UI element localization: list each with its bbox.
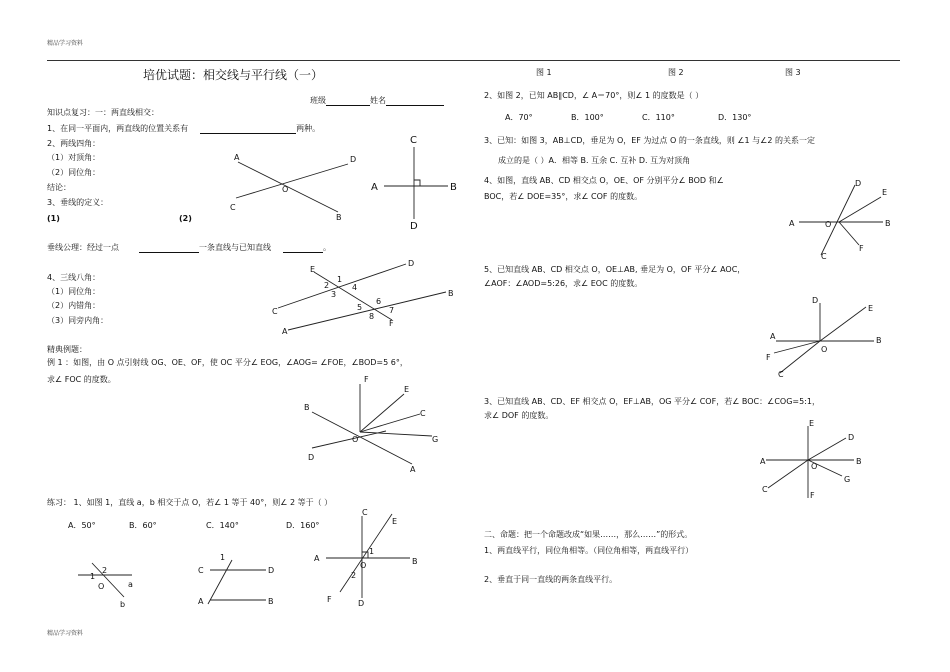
- example1-line1: 例 1 ：如图，由 O 点引射线 OG、OE、OF，使 OC 平分∠ EOG，∠AOG= ∠FOE，∠BOD=5 6°，: [47, 358, 408, 367]
- angle-6: 6: [376, 297, 382, 306]
- q4-line1: 4、如图，直线 AB、CD 相交点 O，OE、OF 分别平分∠ BOD 和∠: [484, 176, 724, 185]
- label-d: D: [308, 453, 315, 462]
- label-a: a: [128, 580, 133, 589]
- figure-label-2: 图 2: [668, 68, 684, 77]
- ray-oc: [768, 460, 808, 488]
- axiom-text: 垂线公理：经过一点 一条直线与已知直线 。: [47, 243, 331, 252]
- label-e: E: [310, 265, 316, 274]
- ray-od: [820, 307, 866, 341]
- angle-1: 1: [337, 275, 343, 284]
- label-a: A: [789, 219, 795, 228]
- figure-3-practice: [312, 506, 428, 610]
- label-d: D: [358, 599, 365, 608]
- line-b-a: [312, 412, 412, 464]
- q3-line2: 成立的是（ ）A．相等 B. 互余 C. 互补 D. 互为对顶角: [498, 156, 691, 165]
- label-f: F: [810, 491, 815, 500]
- label-d: D: [410, 221, 418, 232]
- label-d: D: [855, 179, 862, 188]
- figure-example1-rays: [300, 372, 450, 476]
- label-c: C: [362, 508, 368, 517]
- label-a: A: [282, 327, 288, 336]
- item3-a: (1): [47, 214, 60, 223]
- proposition-heading: 二、命题：把一个命题改成“如果……，那么……”的形式。: [484, 530, 693, 539]
- label-b: B: [876, 336, 882, 345]
- q2-text: 2、如图 2，已知 AB∥CD，∠ A＝70°，则∠ 1 的度数是（ ）: [484, 91, 704, 100]
- label-b: B: [268, 597, 274, 606]
- class-name-line: [310, 96, 444, 106]
- ray-o-d: [312, 431, 386, 448]
- line-ef: [340, 514, 392, 592]
- label-c: C: [762, 485, 768, 494]
- practice-option-a[interactable]: A．50°: [68, 521, 96, 530]
- label-f: F: [389, 319, 394, 328]
- item4-1-text: （1）同位角：: [47, 287, 101, 296]
- label-a: A: [234, 153, 240, 162]
- q6-line2: 求∠ DOF 的度数。: [484, 411, 554, 420]
- practice-option-c[interactable]: C．140°: [206, 521, 239, 530]
- label-b: B: [304, 403, 310, 412]
- label-a: A: [371, 182, 378, 193]
- worksheet-title: 培优试题：相交线与平行线（一）: [143, 68, 324, 82]
- figure-question-6: [756, 418, 872, 506]
- figure-label-1: 图 1: [536, 68, 552, 77]
- figure-three-lines-eight-angles: [270, 258, 460, 338]
- angle-2: 2: [351, 571, 357, 580]
- label-a: A: [410, 465, 416, 474]
- item3-b: (2): [179, 214, 192, 223]
- proposition-2: 2、垂直于同一直线的两条直线平行。: [484, 575, 618, 584]
- angle-4: 4: [352, 283, 358, 292]
- right-angle-mark: [414, 180, 420, 186]
- label-e: E: [392, 517, 398, 526]
- transversal: [208, 560, 232, 604]
- label-d: D: [350, 155, 357, 164]
- item1-text: 1、在同一平面内，两直线的位置关系有 两种。: [47, 124, 321, 133]
- label-c: C: [410, 135, 417, 146]
- item4-2-text: （2）内错角：: [47, 301, 101, 310]
- item2-1-text: （1）对顶角：: [47, 153, 101, 162]
- label-o: O: [282, 185, 289, 194]
- example1-line2: 求∠ FOC 的度数。: [47, 375, 116, 384]
- label-c: C: [821, 252, 827, 261]
- practice-option-d[interactable]: D．160°: [286, 521, 320, 530]
- label-b: b: [120, 600, 126, 609]
- line-c-d: [278, 264, 406, 308]
- label-e: E: [809, 419, 815, 428]
- angle-2: 2: [102, 566, 108, 575]
- label-g: G: [432, 435, 439, 444]
- top-rule: [47, 60, 900, 61]
- class-blank[interactable]: [326, 105, 370, 106]
- conclusion-text: 结论：: [47, 183, 71, 192]
- q2-option-d[interactable]: D．130°: [718, 113, 752, 122]
- label-a: A: [314, 554, 320, 563]
- label-d: D: [268, 566, 275, 575]
- label-c: C: [272, 307, 278, 316]
- label-b: B: [412, 557, 418, 566]
- label-o: O: [98, 582, 105, 591]
- line-b: [92, 563, 124, 597]
- figure-2-practice: [196, 552, 286, 608]
- q2-option-c[interactable]: C．110°: [642, 113, 675, 122]
- label-f: F: [327, 595, 332, 604]
- label-a: A: [770, 332, 776, 341]
- ray-oe: [839, 197, 881, 222]
- angle-1: 1: [369, 547, 375, 556]
- figure-question-5: [766, 293, 886, 383]
- label-b: B: [856, 457, 862, 466]
- label-g: G: [844, 475, 851, 484]
- label-b: B: [885, 219, 891, 228]
- label-f: F: [859, 244, 864, 253]
- axiom-blank-1[interactable]: [139, 252, 199, 253]
- ray-o-c: [360, 414, 420, 432]
- label-c: C: [420, 409, 426, 418]
- label-c: C: [230, 203, 236, 212]
- label-c: C: [198, 566, 204, 575]
- label-o: O: [821, 345, 828, 354]
- figure-label-3: 图 3: [785, 68, 801, 77]
- label-c: C: [778, 370, 784, 379]
- practice-option-b[interactable]: B．60°: [129, 521, 157, 530]
- ray-o-e: [360, 394, 404, 432]
- proposition-1: 1、两直线平行，同位角相等。（同位角相等，两直线平行）: [484, 546, 694, 555]
- q2-option-b[interactable]: B．100°: [571, 113, 604, 122]
- ray-of: [839, 222, 859, 245]
- item4-3-text: （3）同旁内角：: [47, 316, 109, 325]
- angle-1: 1: [90, 572, 96, 581]
- label-b: B: [336, 213, 342, 222]
- angle-7: 7: [389, 306, 395, 315]
- practice-question: 练习： 1、如图 1，直线 a，b 相交于点 O，若∠ 1 等于 40°，则∠ 2 等于（ ）: [47, 498, 333, 507]
- angle-2: 2: [324, 281, 330, 290]
- q5-line2: ∠AOF：∠AOD=5:26，求∠ EOC 的度数。: [484, 279, 643, 288]
- label-d: D: [848, 433, 855, 442]
- line-a-b: [288, 292, 446, 330]
- item4-text: 4、三线八角：: [47, 273, 101, 282]
- label-a: A: [760, 457, 766, 466]
- name-blank[interactable]: [386, 105, 444, 106]
- label-d: D: [812, 296, 819, 305]
- label-o: O: [352, 435, 359, 444]
- watermark-bottom: 精品学习资料: [47, 630, 84, 637]
- angle-1: 1: [220, 553, 226, 562]
- q4-line2: BOC，若∠ DOE=35°，求∠ COF 的度数。: [484, 192, 643, 201]
- figure-question-4: [785, 175, 895, 261]
- label-d: D: [408, 259, 415, 268]
- transversal-e-f: [314, 272, 395, 320]
- ray-od: [808, 438, 846, 460]
- q3-line1: 3、已知：如图 3，AB⊥CD，垂足为 O，EF 为过点 O 的一条直线，则 ∠1 与∠2 的关系一定: [484, 136, 815, 145]
- item1-blank[interactable]: [200, 133, 296, 134]
- label-o: O: [360, 561, 367, 570]
- watermark-top: 精品学习资料: [47, 40, 84, 47]
- label-e: E: [882, 188, 888, 197]
- angle-3: 3: [331, 290, 337, 299]
- item2-text: 2、两线四角：: [47, 139, 101, 148]
- figure-intersecting-lines: [228, 150, 358, 222]
- axiom-blank-2[interactable]: [283, 252, 323, 253]
- figure-1-practice: [70, 553, 150, 611]
- name-label: 姓名: [370, 96, 386, 105]
- label-e: E: [868, 304, 874, 313]
- review-heading: 知识点复习：一：两直线相交：: [47, 108, 159, 117]
- q2-option-a[interactable]: A．70°: [505, 113, 533, 122]
- q6-line1: 3、已知直线 AB、CD、EF 相交点 O，EF⊥AB，OG 平分∠ COF，若∠ BOC：∠COG=5:1，: [484, 397, 820, 406]
- item3-text: 3、垂线的定义：: [47, 198, 109, 207]
- item2-2-text: （2）同位角：: [47, 168, 101, 177]
- label-f: F: [766, 353, 771, 362]
- angle-5: 5: [357, 303, 363, 312]
- label-b: B: [450, 182, 457, 193]
- label-o: O: [825, 220, 832, 229]
- classic-heading: 精典例题：: [47, 345, 87, 354]
- label-o: O: [811, 462, 818, 471]
- label-e: E: [404, 385, 410, 394]
- ray-o-g: [360, 432, 432, 436]
- label-b: B: [448, 289, 454, 298]
- figure-perpendicular-lines: [368, 133, 468, 231]
- label-f: F: [364, 375, 369, 384]
- class-label: 班级: [310, 96, 326, 105]
- angle-8: 8: [369, 312, 375, 321]
- label-a: A: [198, 597, 204, 606]
- q5-line1: 5、已知直线 AB、CD 相交点 O，OE⊥AB, 垂足为 O，OF 平分∠ AOC，: [484, 265, 746, 274]
